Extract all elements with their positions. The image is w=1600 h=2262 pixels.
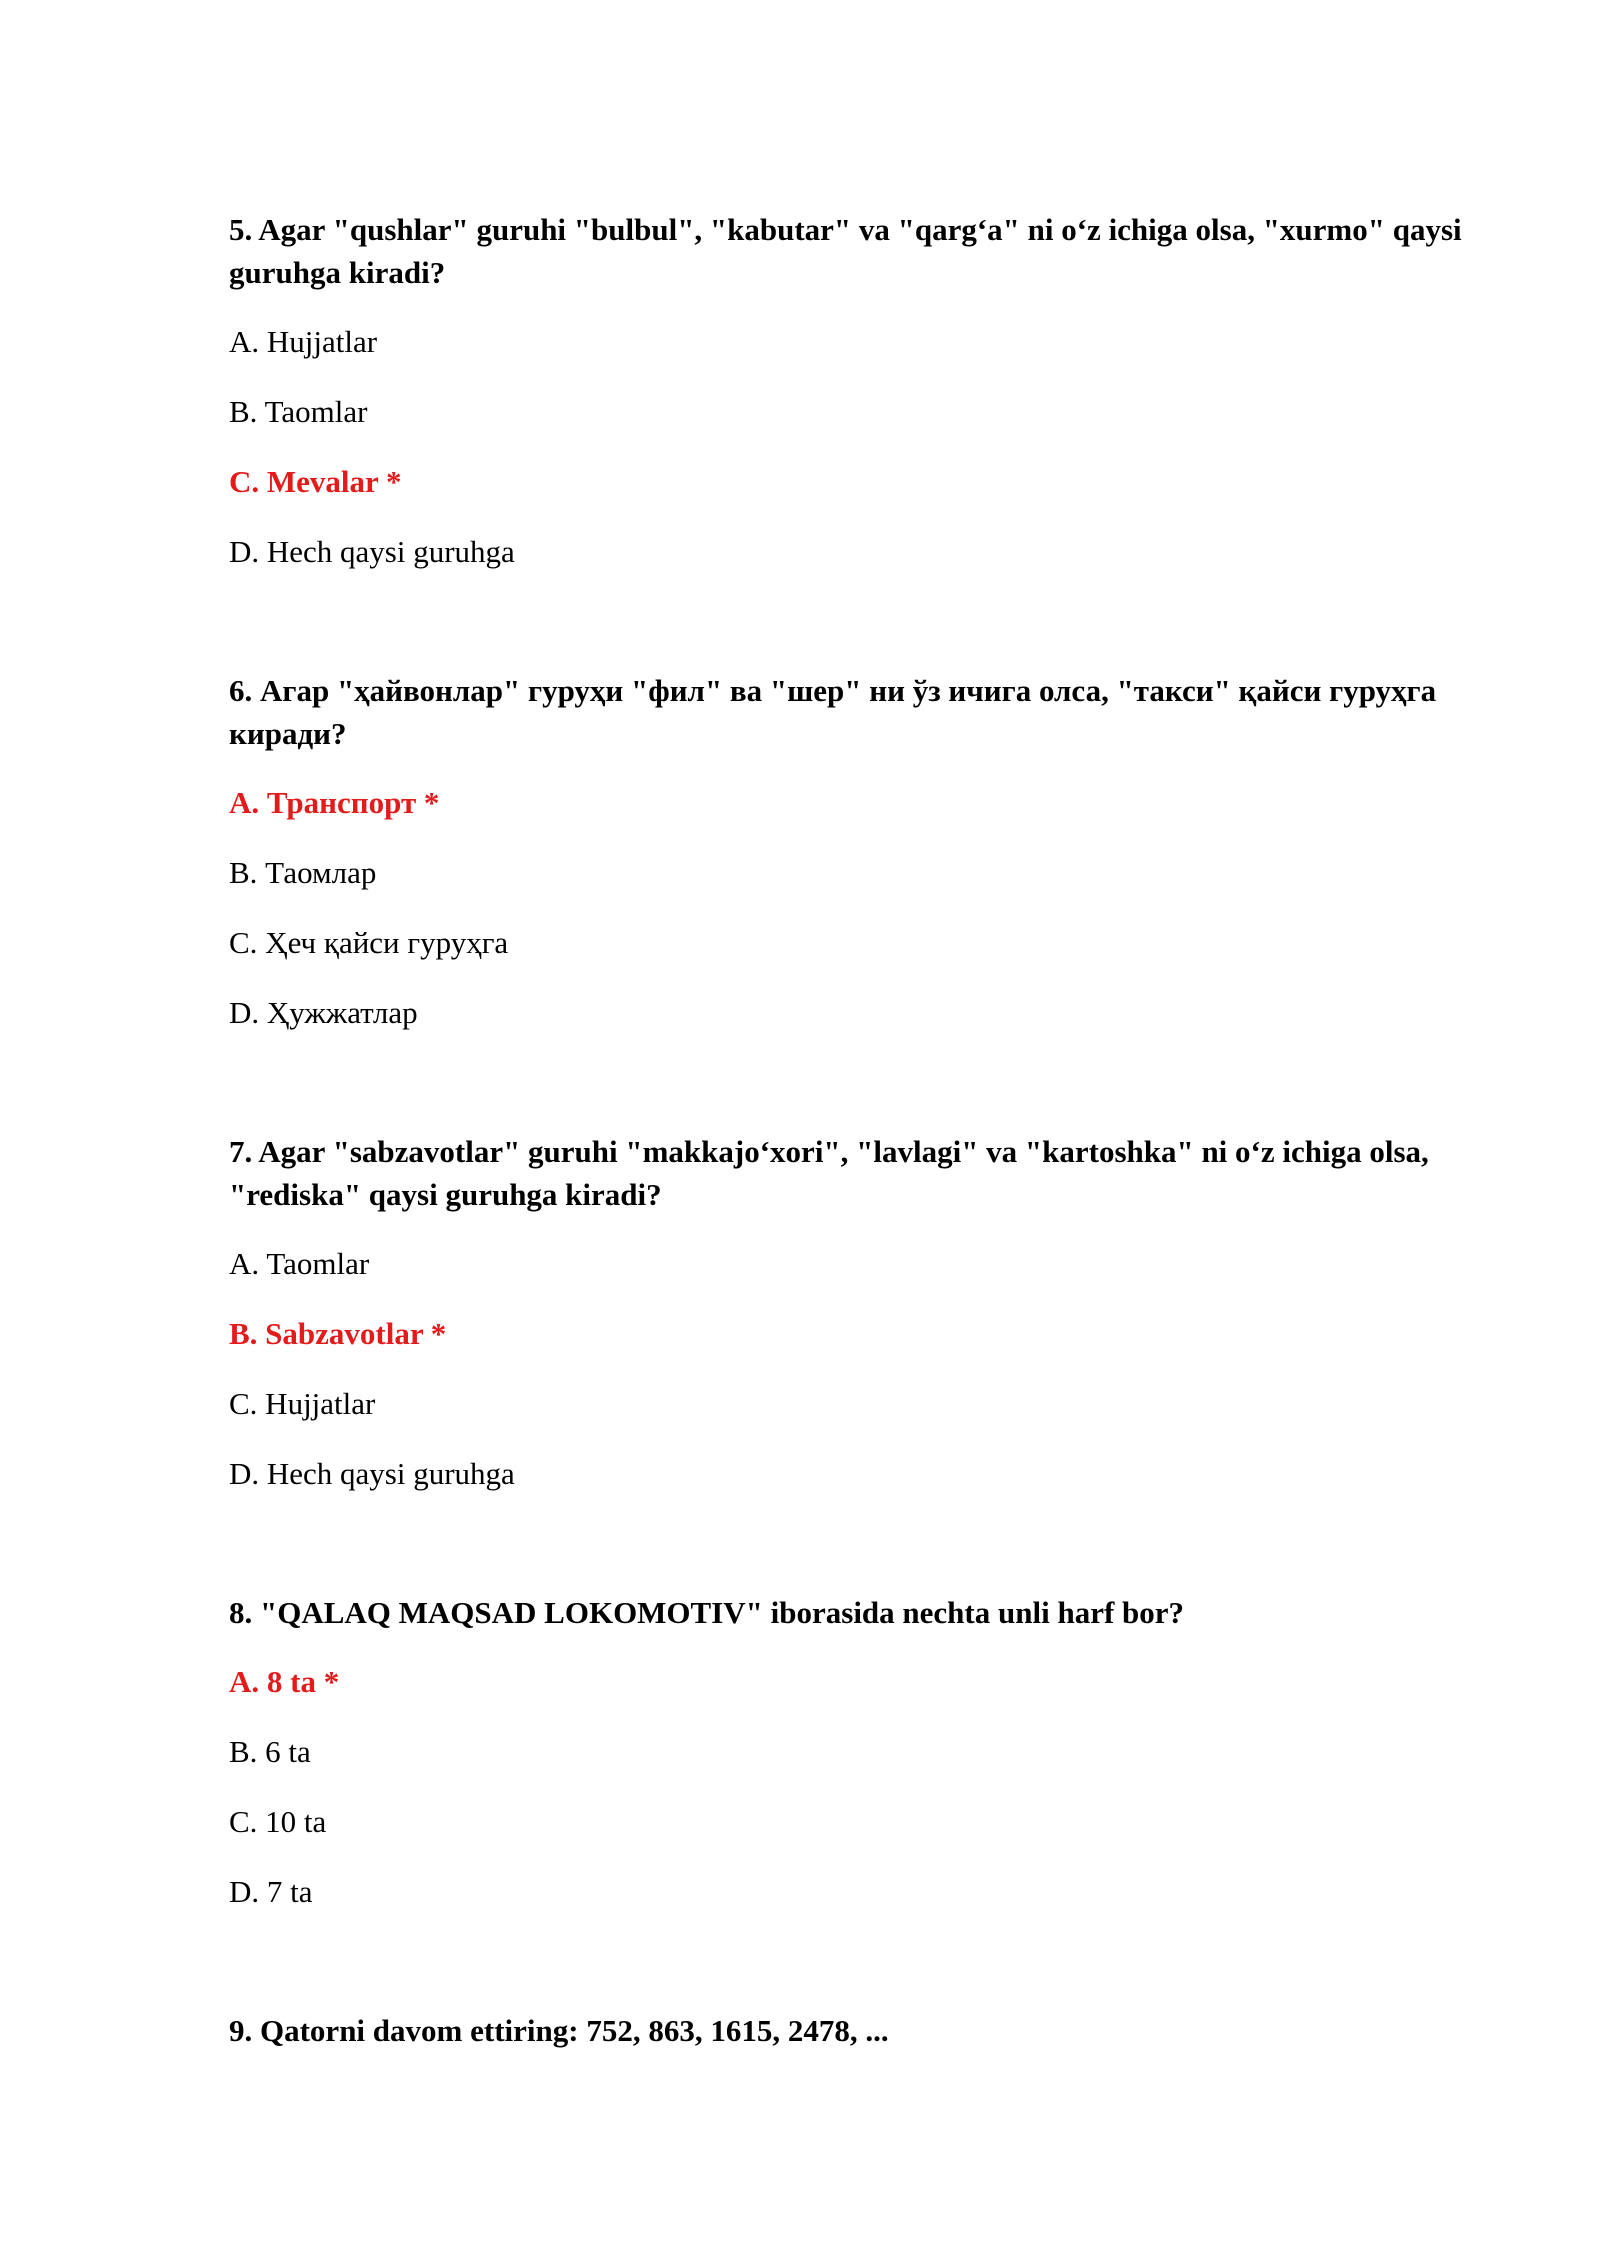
answer-option-b: B. Таомлар: [229, 855, 377, 890]
question-6: [229, 669, 1529, 1034]
answer-option-d: D. Ҳужжатлар: [229, 995, 418, 1030]
question-5: [229, 208, 1529, 573]
answer-option-d: D. 7 ta: [229, 1874, 313, 1909]
answer-option-b: B. Taomlar: [229, 394, 368, 429]
question-7: [229, 1130, 1529, 1495]
answer-option-d: D. Hech qaysi guruhga: [229, 534, 515, 569]
question-text: 7. Agar "sabzavotlar" guruhi "makkajo‘xori", "lavlagi" va "kartoshka" ni o‘z ichiga olsa, "rediska" qaysi guruhga kiradi?: [229, 1134, 1429, 1212]
answer-option-b: B. 6 ta: [229, 1734, 311, 1769]
answer-option-c: C. 10 ta: [229, 1804, 327, 1839]
answer-option-a: A. Taomlar: [229, 1246, 370, 1281]
answer-option-d: D. Hech qaysi guruhga: [229, 1456, 515, 1491]
question-text: 9. Qatorni davom ettiring: 752, 863, 1615, 2478, ...: [229, 2013, 889, 2048]
question-text: 5. Agar "qushlar" guruhi "bulbul", "kabutar" va "qarg‘a" ni o‘z ichiga olsa, "xurmo" qaysi guruhga kiradi?: [229, 212, 1462, 290]
answer-option-b-correct: B. Sabzavotlar *: [229, 1316, 447, 1351]
question-8: [229, 1591, 1529, 1913]
question-text: 8. "QALAQ MAQSAD LOKOMOTIV" iborasida nechta unli harf bor?: [229, 1595, 1185, 1630]
answer-option-a: A. Hujjatlar: [229, 324, 378, 359]
document-page: [229, 208, 1529, 2148]
answer-option-a-correct: A. Транспорт *: [229, 785, 440, 820]
answer-option-c: C. Ҳеч қайси гуруҳга: [229, 925, 509, 960]
question-9: [229, 2009, 1529, 2052]
answer-option-a-correct: A. 8 ta *: [229, 1664, 340, 1699]
answer-option-c: C. Hujjatlar: [229, 1386, 376, 1421]
answer-option-c-correct: C. Mevalar *: [229, 464, 402, 499]
question-text: 6. Агар "ҳайвонлар" гуруҳи "фил" ва "шер" ни ўз ичига олса, "такси" қайси гуруҳга киради?: [229, 673, 1437, 751]
